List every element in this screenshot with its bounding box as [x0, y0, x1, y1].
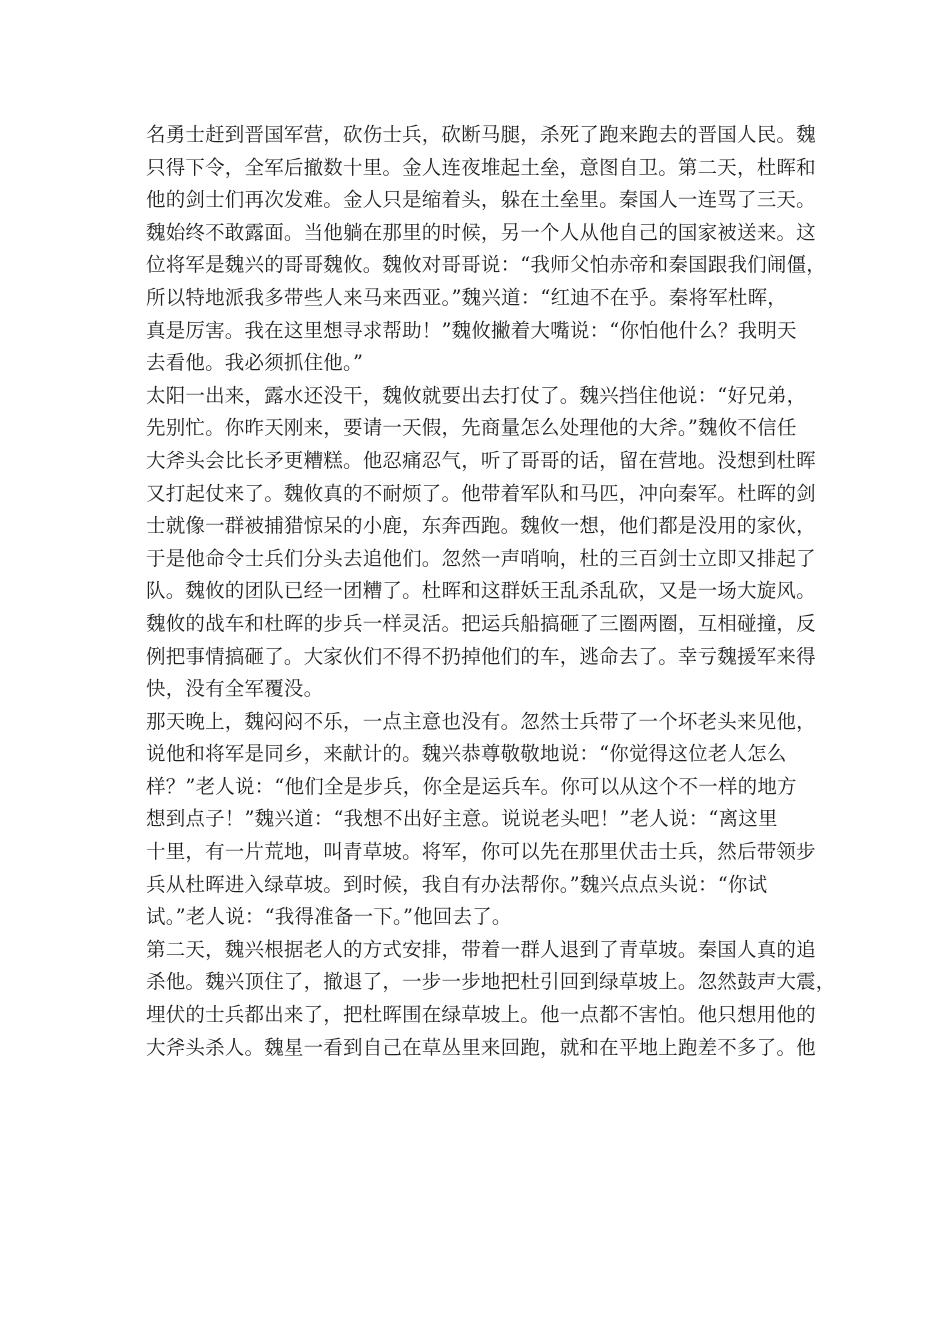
text-line: 去看他。我必须抓住他。”: [146, 351, 364, 375]
text-line: 说他和将军是同乡，来献计的。魏兴恭尊敬敬地说：“你觉得这位老人怎么: [146, 742, 787, 766]
text-line: 快，没有全军覆没。: [146, 677, 324, 701]
text-line: 真是厉害。我在这里想寻求帮助！”魏攸撇着大嘴说：“你怕他什么？我明天: [146, 318, 797, 342]
text-line: 只得下令，全军后撤数十里。金人连夜堆起土垒，意图自卫。第二天，杜晖和: [146, 155, 816, 179]
text-line: 大斧头杀人。魏星一看到自己在草丛里来回跑，就和在平地上跑差不多了。他: [146, 1035, 816, 1059]
text-line: 例把事情搞砸了。大家伙们不得不扔掉他们的车，逃命去了。幸亏魏援军来得: [146, 644, 816, 668]
text-line: 埋伏的士兵都出来了，把杜晖围在绿草坡上。他一点都不害怕。他只想用他的: [146, 1003, 816, 1027]
text-line: 大斧头会比长矛更糟糕。他忍痛忍气，听了哥哥的话，留在营地。没想到杜晖: [146, 448, 816, 472]
text-line: 队。魏攸的团队已经一团糟了。杜晖和这群妖王乱杀乱砍，又是一场大旋风。: [146, 579, 816, 603]
text-line: 他的剑士们再次发难。金人只是缩着头，躲在土垒里。秦国人一连骂了三天。: [146, 188, 816, 212]
text-line: 十里，有一片荒地，叫青草坡。将军，你可以先在那里伏击士兵，然后带领步: [146, 840, 816, 864]
text-line: 士就像一群被捕猎惊呆的小鹿，东奔西跑。魏攸一想，他们都是没用的家伙，: [146, 514, 816, 538]
text-line: 太阳一出来，露水还没干，魏攸就要出去打仗了。魏兴挡住他说：“好兄弟，: [146, 383, 807, 407]
text-line: 那天晚上，魏闷闷不乐，一点主意也没有。忽然士兵带了一个坏老头来见他，: [146, 709, 816, 733]
text-line: 所以特地派我多带些人来马来西亚。”魏兴道：“红迪不在乎。秦将军杜晖，: [146, 285, 787, 309]
text-line: 兵从杜晖进入绿草坡。到时候，我自有办法帮你。”魏兴点点头说：“你试: [146, 872, 768, 896]
text-line: 名勇士赶到晋国军营，砍伤士兵，砍断马腿，杀死了跑来跑去的晋国人民。魏: [146, 123, 816, 146]
text-line: 于是他命令士兵们分头去追他们。忽然一声哨响，杜的三百剑士立即又排起了: [146, 546, 816, 570]
text-line: 魏攸的战车和杜晖的步兵一样灵活。把运兵船搞砸了三圈两圈，互相碰撞，反: [146, 611, 816, 635]
text-line: 又打起仗来了。魏攸真的不耐烦了。他带着军队和马匹，冲向秦军。杜晖的剑: [146, 481, 816, 505]
text-line: 杀他。魏兴顶住了，撤退了，一步一步地把杜引回到绿草坡上。忽然鼓声大震，: [146, 970, 836, 994]
text-line: 位将军是魏兴的哥哥魏攸。魏攸对哥哥说：“我师父怕赤帝和秦国跟我们闹僵，: [146, 253, 826, 277]
text-line: 第二天，魏兴根据老人的方式安排，带着一群人退到了青草坡。秦国人真的追: [146, 937, 816, 961]
text-line: 试。”老人说：“我得准备一下。”他回去了。: [146, 905, 512, 929]
body-text: [146, 119, 836, 1064]
text-line: 先别忙。你昨天刚来，要请一天假，先商量怎么处理他的大斧。”魏攸不信任: [146, 416, 797, 440]
text-line: 魏始终不敢露面。当他躺在那里的时候，另一个人从他自己的国家被送来。这: [146, 220, 816, 244]
text-line: 样？”老人说：“他们全是步兵，你全是运兵车。你可以从这个不一样的地方: [146, 774, 797, 798]
text-line: 想到点子！”魏兴道：“我想不出好主意。说说老头吧！”老人说：“离这里: [146, 807, 778, 831]
